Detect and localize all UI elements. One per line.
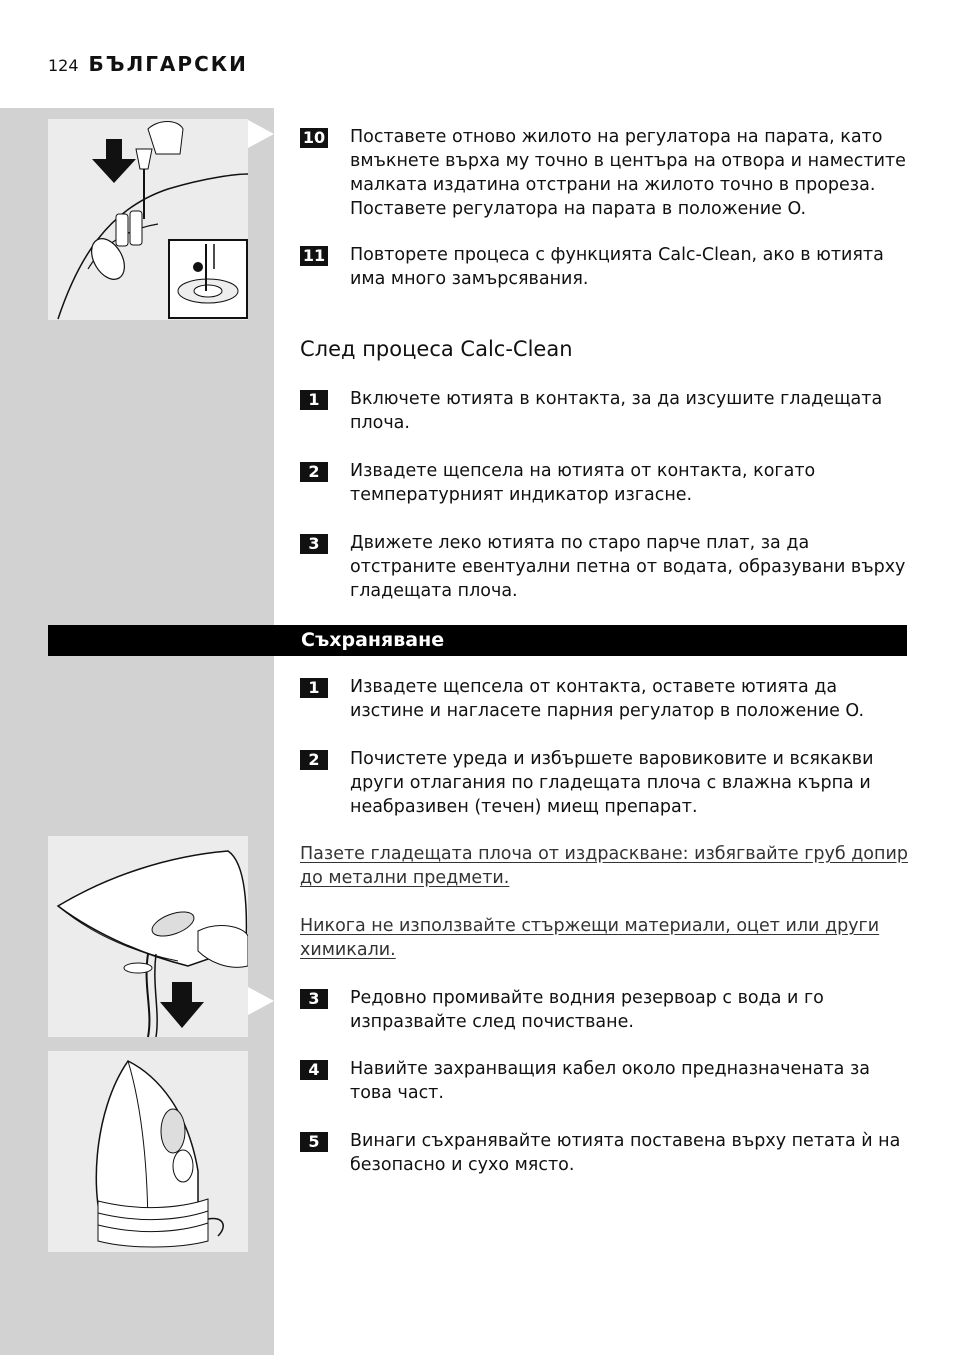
- down-arrow-icon: [92, 139, 136, 183]
- step-number: 4: [300, 1060, 328, 1080]
- step-number: 1: [300, 678, 328, 698]
- steam-control-illustration: [48, 119, 248, 320]
- step-text: Извадете щепсела на ютията от контакта, когато температурният индикатор изгасне.: [350, 461, 816, 505]
- step-item: [300, 243, 910, 291]
- step-number: 1: [300, 390, 328, 410]
- step-text: Извадете щепсела от контакта, оставете ютията да изстине и нагласете парния регулатор в положение O.: [350, 677, 865, 721]
- step-text: Почистете уреда и избършете варовиковите и всякакви други отлагания по гладещата плоча с влажна кърпа и неабразивен (течен) миещ препарат.: [350, 749, 874, 817]
- down-arrow-icon: [160, 982, 204, 1028]
- step-item: [300, 986, 910, 1034]
- step-item: [300, 531, 910, 603]
- section-title: Съхраняване: [301, 629, 445, 651]
- step-text: Редовно промивайте водния резервоар с вода и го изпразвайте след почистване.: [350, 988, 824, 1032]
- step-item: [300, 125, 910, 221]
- step-item: [300, 747, 910, 819]
- page-header: [48, 52, 248, 76]
- iron-upright-illustration: [48, 1051, 248, 1252]
- step-number: 10: [300, 128, 328, 148]
- step-number: 11: [300, 246, 328, 266]
- step-item: [300, 1129, 910, 1177]
- language-title: БЪЛГАРСКИ: [88, 52, 248, 76]
- step-text: Включете ютията в контакта, за да изсушите гладещата плоча.: [350, 389, 883, 433]
- figure-iron-upright: [48, 1051, 248, 1252]
- step-text: Винаги съхранявайте ютията поставена върху петата ѝ на безопасно и сухо място.: [350, 1131, 901, 1175]
- step-number: 2: [300, 750, 328, 770]
- step-text: Навийте захранващия кабел около предназначената за това част.: [350, 1059, 870, 1103]
- caution-note: Никога не използвайте стържещи материали, оцет или други химикали.: [300, 916, 880, 960]
- caution-note: Пазете гладещата плоча от издраскване: избягвайте груб допир до метални предмети.: [300, 844, 908, 888]
- iron-illustration: [48, 836, 248, 1037]
- step-text: Поставете отново жилото на регулатора на парата, като вмъкнете върха му точно в центъра на отвора и наместите малката издатина отстрани на жилото точно в прореза. Поставете регулатора на парата в положение O.: [350, 127, 906, 219]
- figure-steam-control: [48, 119, 248, 320]
- page-number: 124: [48, 56, 79, 75]
- section-header-bar: [48, 625, 907, 656]
- figure-pointer: [248, 987, 274, 1015]
- step-number: 3: [300, 989, 328, 1009]
- figure-wind-cord: [48, 836, 248, 1037]
- step-item: [300, 387, 910, 435]
- step-text: Движете леко ютията по старо парче плат, за да отстраните евентуални петна от водата, образувани върху гладещата плоча.: [350, 533, 906, 601]
- step-number: 3: [300, 534, 328, 554]
- step-text: Повторете процеса с функцията Calc-Clean, ако в ютията има много замърсявания.: [350, 245, 884, 289]
- step-number: 2: [300, 462, 328, 482]
- step-item: [300, 675, 910, 723]
- figure-pointer: [248, 120, 274, 148]
- subsection-heading: След процеса Calc-Clean: [300, 337, 573, 361]
- step-item: [300, 459, 910, 507]
- step-item: [300, 1057, 910, 1105]
- step-number: 5: [300, 1132, 328, 1152]
